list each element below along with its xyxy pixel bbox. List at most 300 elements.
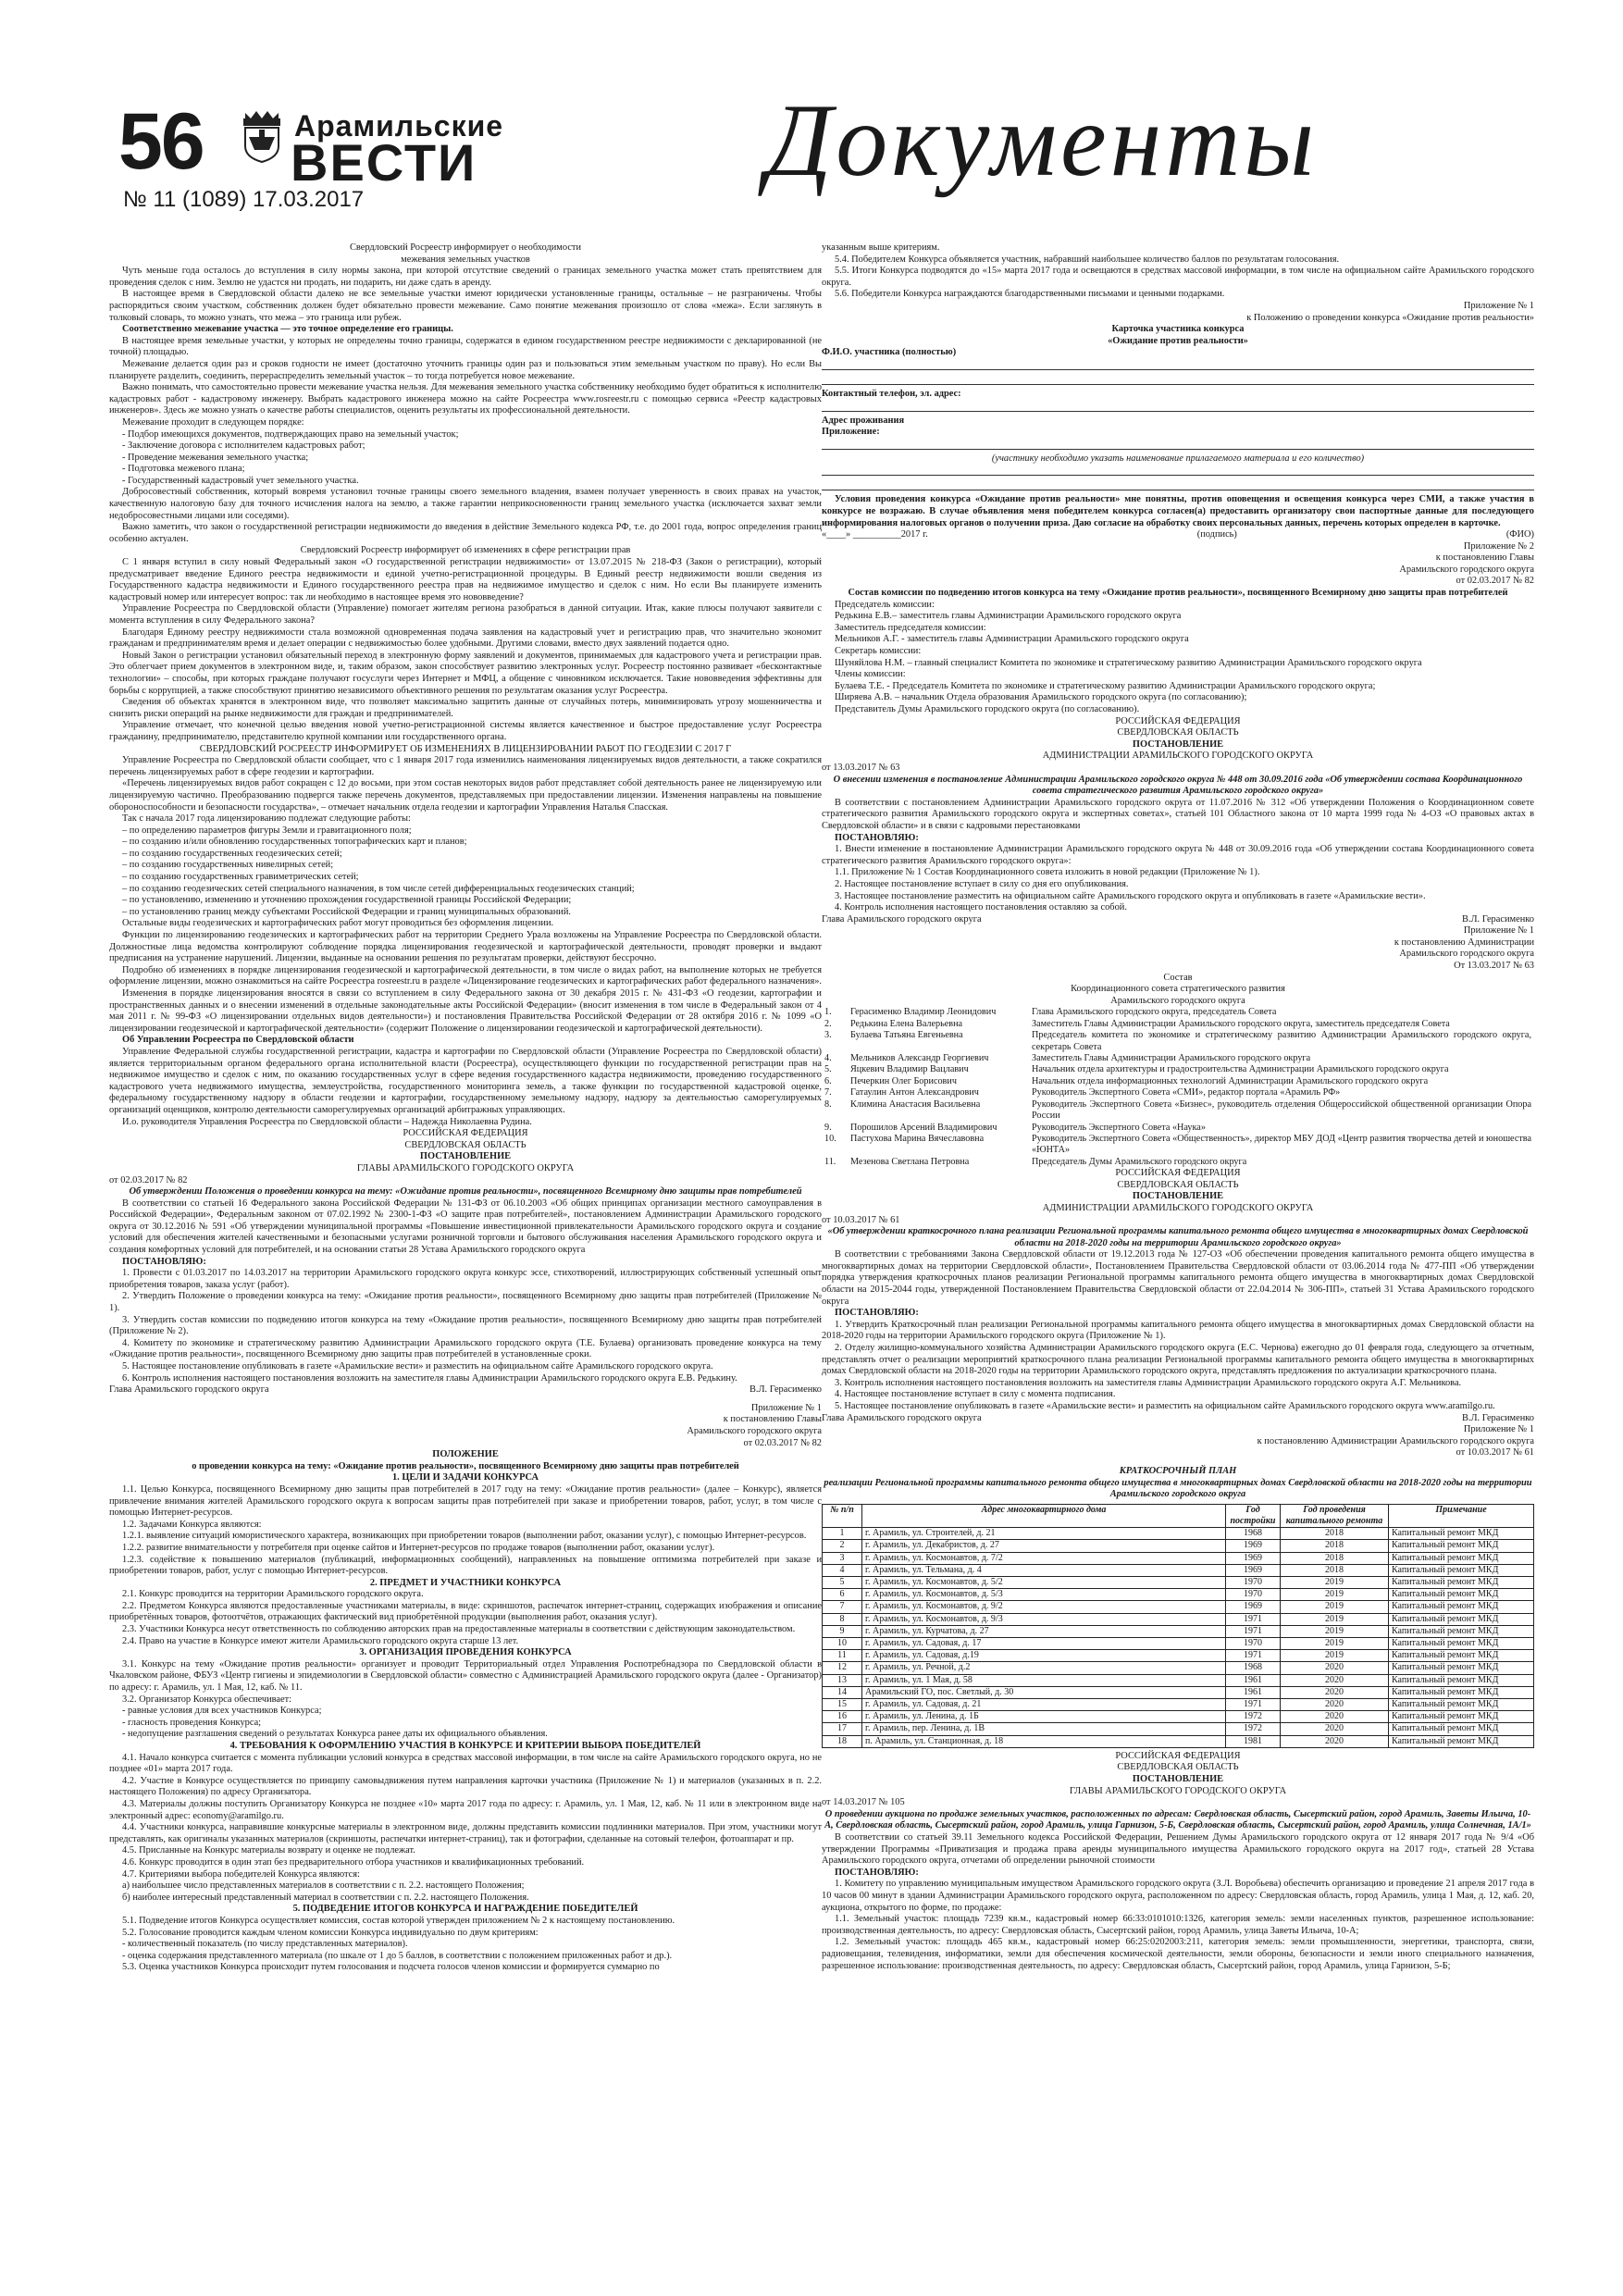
form-attach-label: Приложение:: [822, 427, 880, 438]
member-role: Заместитель Главы Администрации Арамильского городского округа, заместитель председателя Совета: [1032, 1018, 1450, 1029]
paragraph: Остальные виды геодезических и картографических работ могут проводиться без оформления лицензии.: [122, 918, 554, 929]
table-row: [823, 1528, 1534, 1540]
table-row: [822, 1157, 1534, 1168]
paragraph: 2.4. Право на участие в Конкурсе имеют жители Арамильского городского округа старше 13 лет.: [122, 1635, 519, 1646]
table-row: [823, 1637, 1534, 1649]
paragraph: Управление Федеральной службы государственной регистрации, кадастра и картографии по Свердловской области (Управление Росреестра по Свердловской области) является территориальным органом федерального органа исполнительной власти (Росреестра), осуществляющего функции по государственной регистрации прав на недвижимое имущество и сделок с ним, по оказанию государственных услуг в сфере ведения государственного кадастра недвижимости, проведению государственного кадастрового учета недвижимого имущества, землеустройства, государственного мониторинга земель, а также функции по государственной кадастровой оценке, федеральному государственному надзору в области геодезии и картографии, государственному земельному надзору, надзору за деятельностью саморегулируемых организаций оценщиков, контролю деятельности саморегулируемых организаций арбитражных управляющих.: [109, 1046, 822, 1115]
heading: реализации Региональной программы капитального ремонта общего имущества в многоквартирных домах Свердловской области на 2018-2020 годы на территории Арамильского городского округа: [824, 1477, 1532, 1500]
member-number: 7.: [824, 1087, 832, 1098]
form-attach-note: (участнику необходимо указать наименование прилагаемого материала и его количество): [991, 453, 1365, 464]
paragraph: 1.1. Приложение № 1 Состав Координационного совета изложить в новой редакции (Приложение № 1).: [835, 867, 1260, 878]
form-name-line-2: [822, 374, 1534, 385]
resolution-105: [822, 1751, 1534, 1972]
signature-line: [822, 529, 1534, 541]
paragraph: Так с начала 2017 года лицензированию подлежат следующие работы:: [122, 813, 411, 825]
table-cell: Капитальный ремонт МКД: [1389, 1674, 1534, 1686]
table-row: [823, 1674, 1534, 1686]
council-table: [822, 1007, 1534, 1168]
paragraph: - Заключение договора с исполнителем кадастровых работ;: [122, 441, 365, 452]
paragraph: 1.2.2. развитие внимательности у потребителя при оценке сайтов и Интернет-ресурсов по продаже товаров (выполнении работ, оказании услуг).: [122, 1542, 715, 1553]
paragraph: - недопущение разглашения сведений о результатах Конкурса ранее даты их официального объявления.: [122, 1729, 548, 1740]
table-cell: Капитальный ремонт МКД: [1389, 1637, 1534, 1649]
city-crest-icon: [242, 109, 282, 163]
table-cell: 12: [823, 1662, 862, 1674]
member-name: Мельников Александр Георгиевич: [850, 1053, 989, 1064]
paragraph: В соответствии со статьей 39.11 Земельного кодекса Российской Федерации, Решением Думы Арамильского городского округа от 12 января 2017 года № 9/4 «Об утверждении Программы «Приватизация и продажа права аренды муниципального имущества Арамильского городского округа на 2017 год», статьей 28 Устава Арамильского городского округа, отчетами об определении рыночной стоимости: [822, 1831, 1534, 1867]
paragraph: 3. Настоящее постановление разместить на официальном сайте Арамильского городского округа и опубликовать в газете «Арамильские вести».: [835, 890, 1426, 901]
table-cell: Капитальный ремонт МКД: [1389, 1589, 1534, 1601]
table-cell: г. Арамиль, ул. Речной, д.2: [862, 1662, 1226, 1674]
paragraph: 4.4. Участники конкурса, направившие конкурсные материалы в электронном виде, должны представить комиссии подлинники материалов. При этом, участники могут представлять, как оригиналы указанных материалов (скриншоты, распечатки интернет-страниц), так и фотографии, сделанные на сотовый телефон, фотоаппарат и пр.: [109, 1822, 822, 1844]
paragraph: РОССИЙСКАЯ ФЕДЕРАЦИЯ: [1115, 1750, 1241, 1761]
member-role: Руководитель Экспертного Совета «Наука»: [1032, 1122, 1206, 1133]
paragraph: ГЛАВЫ АРАМИЛЬСКОГО ГОРОДСКОГО ОКРУГА: [1069, 1785, 1287, 1796]
table-row: [823, 1686, 1534, 1698]
table-cell: г. Арамиль, ул. Ленина, д. 1Б: [862, 1711, 1226, 1723]
member-name: Редькина Елена Валерьевна: [850, 1018, 963, 1029]
member-name: Порошилов Арсений Владимирович: [850, 1122, 997, 1133]
table-cell: 2020: [1281, 1723, 1389, 1735]
paragraph: В соответствии со статьей 16 Федерального закона Российской Федерации № 131-ФЗ от 06.10.2003 «Об общих принципах организации местного самоуправления в Российской Федерации», Федеральным законом от 07.02.1992 № 2300-1-ФЗ «О защите прав потребителей», постановлением Администрации Арамильского городского округа от 30.12.2016 № 591 «Об утверждении муниципальной программы «Повышение инвестиционной привлекательности Арамильского городского округа и создание условий для обеспечения жителей качественными и безопасными услугами розничной торговли и бытового обслуживания населения Арамильского городского округа и создания комфортных условий для потребителей, и на основании статьи 28 Устава Арамильского городского округа: [109, 1198, 822, 1256]
member-number: 4.: [824, 1053, 832, 1064]
paragraph: Благодаря Единому реестру недвижимости стала возможной одновременная подача заявления на кадастровый учет и регистрацию прав, что значительно экономит гражданам и предпринимателям время и делает операции с недвижимостью более удобными. Другими словами, вместо двух заявлений подается одно.: [109, 627, 822, 650]
table-cell: г. Арамиль, ул. 1 Мая, д. 58: [862, 1674, 1226, 1686]
paragraph: Представитель Думы Арамильского городского округа (по согласованию).: [835, 704, 1140, 714]
paragraph: 2. Отделу жилищно-коммунального хозяйства Администрации Арамильского городского округа (Е.С. Чернова) ежегодно до 01 февраля года, следующего за отчетным, представлять отчет о реализации мероприятий краткосрочного плана реализации Региональной программы капитального ремонта общего имущества в многоквартирных домах Свердловской области на 2018-2020 годы на территории Арамильского городского округа, представлять предложения по актуализации краткосрочного плана.: [822, 1343, 1534, 1377]
paragraph: Свердловский Росреестр информирует об изменениях в сфере регистрации прав: [300, 545, 631, 556]
paragraph: «Перечень лицензируемых видов работ сокращен с 12 до восьми, при этом состав некоторых видов работ представляет собой деятельность ранее не лицензируемую или лицензируемую частично. Преобразованию подвергся также перечень документов, представляемых при предоставлении лицензии. Изменения направлены на повышение обороноспособности и безопасности государства», – отмечает начальник отдела геодезии и картографии Управления Наталья Спасская.: [109, 778, 822, 813]
paragraph: В настоящее время земельные участки, у которых не определены точно границы, содержатся в едином государственном реестре недвижимости с декларированной (не точной) площадью.: [109, 335, 822, 358]
sign-date: «____» __________2017 г.: [822, 529, 928, 540]
table-cell: 2020: [1281, 1686, 1389, 1698]
member-name: Пастухова Марина Вячеславовна: [850, 1133, 985, 1144]
paragraph: 5. Настоящее постановление опубликовать в газете «Арамильские вести» и разместить на официальном сайте Арамильского городского округа www.aramilgo.ru.: [835, 1401, 1495, 1411]
member-role: Начальник отдела архитектуры и градостроительства Администрации Арамильского городского округа: [1032, 1064, 1449, 1075]
paragraph: от 02.03.2017 № 82: [743, 1437, 822, 1448]
table-cell: 2019: [1281, 1625, 1389, 1637]
brand-top: Арамильские: [294, 109, 504, 143]
paragraph: Добросовестный собственник, который вовремя установил точные границы своего земельного владения, взамен получает уверенность в своих правах на участок, качественную налоговую базу для точного исчисления налога на землю, а также гарантии неприкосновенности границ земельного участка (исключается захват земли недобросовестными лицами или соседями).: [109, 487, 822, 521]
member-number: 8.: [824, 1098, 832, 1110]
table-cell: 1969: [1226, 1540, 1281, 1552]
paragraph: 1.1. Земельный участок: площадь 7239 кв.м., кадастровый номер 66:33:0101010:1326, категория земель: земли населенных пунктов, разрешенное использование: производственная деятельность, по адресу: Свердловская область, Сысертский район, город Арамиль, улица Заветы Ильича, 10-А;: [822, 1914, 1534, 1936]
paragraph: Шуняйлова Н.М. – главный специалист Комитета по экономике и стратегическому развитию Администрации Арамильского городского округа: [835, 657, 1422, 668]
table-row: [823, 1576, 1534, 1588]
table-cell: 2019: [1281, 1576, 1389, 1588]
paragraph: от 10.03.2017 № 61: [1456, 1447, 1534, 1458]
member-number: 5.: [824, 1064, 832, 1075]
table-cell: Капитальный ремонт МКД: [1389, 1625, 1534, 1637]
table-cell: Капитальный ремонт МКД: [1389, 1540, 1534, 1552]
paragraph: 1.1. Целью Конкурса, посвященного Всемирному дню защиты прав потребителей в 2017 году на тему: «Ожидание против реальности» (далее – Конкурс), является привлечение внимания жителей Арамильского городского округа к вопросам защиты прав потребителей при заказе и приобретении товаров, работ, услуг, в том числе с помощью Интернет-ресурсов.: [109, 1483, 822, 1519]
paragraph: – по созданию государственных гравиметрических сетей;: [122, 872, 359, 883]
paragraph: к постановлению Администрации Арамильского городского округа: [1257, 1435, 1534, 1446]
signature: [109, 1384, 822, 1396]
column-header: Год проведения капитального ремонта: [1281, 1504, 1389, 1527]
form-name-line: [822, 359, 1534, 370]
table-cell: Капитальный ремонт МКД: [1389, 1686, 1534, 1698]
paragraph: 4.2. Участие в Конкурсе осуществляется по принципу самовыдвижения путем направления карточки участника (Приложение № 1) и материалов (указанных в п. 2.2. настоящего Положения) по адресу Организатора.: [109, 1775, 822, 1798]
page-number: 56: [118, 97, 204, 186]
table-cell: 1971: [1226, 1625, 1281, 1637]
member-name: Мезенова Светлана Петровна: [850, 1156, 970, 1167]
table-cell: 1981: [1226, 1735, 1281, 1747]
table-row: [823, 1540, 1534, 1552]
heading: ПОСТАНОВЛЕНИЕ: [1132, 1191, 1224, 1202]
paragraph: АДМИНИСТРАЦИИ АРАМИЛЬСКОГО ГОРОДСКОГО ОКРУГА: [1042, 751, 1314, 762]
table-cell: 9: [823, 1625, 862, 1637]
paragraph: Арамильского городского округа: [1399, 564, 1534, 575]
member-name: Климина Анастасия Васильевна: [850, 1098, 981, 1110]
signature-name: В.Л. Герасименко: [1461, 1412, 1534, 1423]
paragraph: Об Управлении Росреестра по Свердловской области: [122, 1035, 354, 1046]
paragraph: - Государственный кадастровый учет земельного участка.: [122, 475, 359, 486]
table-row: [823, 1589, 1534, 1601]
table-cell: 1971: [1226, 1650, 1281, 1662]
table-cell: г. Арамиль, ул. Курчатова, д. 27: [862, 1625, 1226, 1637]
paragraph: - оценка содержания представленного материала (по шкале от 1 до 5 баллов, в соответствии с положением приложенных работ и др.).: [122, 1950, 673, 1961]
paragraph: от 14.03.2017 № 105: [822, 1797, 905, 1808]
table-cell: 1970: [1226, 1576, 1281, 1588]
table-row: [823, 1650, 1534, 1662]
paragraph: 4. Контроль исполнения настоящего постановления оставляю за собой.: [835, 902, 1127, 913]
paragraph: Булаева Т.Е. - Председатель Комитета по экономике и стратегическому развитию Администрации Арамильского городского округа;: [835, 680, 1376, 691]
table-cell: г. Арамиль, ул. Садовая, д. 17: [862, 1637, 1226, 1649]
paragraph: Приложение № 1: [1463, 300, 1534, 311]
table-cell: Капитальный ремонт МКД: [1389, 1528, 1534, 1540]
member-name: Гатаулин Антон Александрович: [850, 1087, 979, 1098]
member-number: 1.: [824, 1007, 832, 1018]
paragraph: Состав: [1163, 972, 1193, 983]
heading: 5. ПОДВЕДЕНИЕ ИТОГОВ КОНКУРСА И НАГРАЖДЕНИЕ ПОБЕДИТЕЛЕЙ: [292, 1904, 638, 1915]
column-header: № п/п: [823, 1504, 862, 1527]
paragraph: АДМИНИСТРАЦИИ АРАМИЛЬСКОГО ГОРОДСКОГО ОКРУГА: [1042, 1202, 1314, 1213]
paragraph: Приложение № 1: [1463, 1424, 1534, 1435]
table-cell: 1961: [1226, 1674, 1281, 1686]
paragraph: Арамильского городского округа: [1110, 995, 1245, 1006]
signature-name: В.Л. Герасименко: [1461, 913, 1534, 925]
table-cell: 18: [823, 1735, 862, 1747]
member-number: 11.: [824, 1156, 836, 1167]
paragraph: Функции по лицензированию геодезических и картографических работ на территории Среднего Урала возложены на Управление Росреестра по Свердловской области. Должностные лица ведомства контролируют соблюдение порядка лицензирования геодезической и картографической деятельности, проводят проверки и выдают предписания на устранение нарушений. Лицензии, выданные на основании решения по результатам проверки, действуют бессрочно.: [109, 930, 822, 964]
paragraph: ГЛАВЫ АРАМИЛЬСКОГО ГОРОДСКОГО ОКРУГА: [356, 1162, 575, 1173]
heading: ПОСТАНОВЛЕНИЕ: [1132, 738, 1224, 750]
sign-fio: (ФИО): [1505, 529, 1534, 540]
paragraph: 2. Настоящее постановление вступает в силу со дня его опубликования.: [835, 878, 1129, 889]
table-cell: 11: [823, 1650, 862, 1662]
paragraph: к постановлению Администрации: [1394, 937, 1534, 948]
table-cell: г. Арамиль, ул. Космонавтов, д. 9/2: [862, 1601, 1226, 1613]
paragraph: Важно понимать, что самостоятельно провести межевание участка нельзя. Для межевания земельного участка собственнику необходимо будет обратиться к исполнителю кадастровых работ - кадастровому инженеру. Выбрать кадастрового инженера можно на сайте Росреестра www.rosreestr.ru с помощью сервиса «Реестр кадастровых инженеров». Здесь же можно узнать о качестве работы специалистов, оценить результаты их профессиональной деятельности.: [109, 382, 822, 416]
paragraph: Межевание делается один раз и сроков годности не имеет (достаточно уточнить границы один раз и пользоваться этим земельным участком по праву). Но если Вы планируете разделить, соединить, перераспределить земельный участок – то тогда потребуется новое межевание.: [109, 358, 822, 381]
member-role: Глава Арамильского городского округа, председатель Совета: [1032, 1007, 1277, 1018]
table-row: [823, 1552, 1534, 1564]
table-cell: 1971: [1226, 1613, 1281, 1625]
spacer: [822, 1459, 1534, 1466]
paragraph: Заместитель председателя комиссии:: [835, 622, 986, 633]
paragraph: 1. Утвердить Краткосрочный план реализации Региональной программы капитального ремонта общего имущества в многоквартирных домах Свердловской области на 2018-2020 годы на территории Арамильского городского округа (Приложение № 1).: [822, 1319, 1534, 1342]
paragraph: Редькина Е.В.– заместитель главы Администрации Арамильского городского округа: [835, 611, 1182, 622]
table-header-row: [823, 1504, 1534, 1527]
member-number: 3.: [824, 1030, 832, 1041]
heading: ПОЛОЖЕНИЕ: [432, 1449, 499, 1460]
member-number: 9.: [824, 1122, 832, 1133]
table-row: [822, 1123, 1534, 1134]
paragraph: 5.4. Победителем Конкурса объявляется участник, набравший наибольшее количество баллов по результатам голосования.: [835, 254, 1340, 265]
heading: «Об утверждении краткосрочного плана реализации Региональной программы капитального ремонта общего имущества в многоквартирных домах Свердловской области на 2018-2020 годы на территории Арамильского городского округа»: [827, 1226, 1529, 1248]
table-row: [823, 1625, 1534, 1637]
paragraph: 5.6. Победители Конкурса награждаются благодарственными письмами и ценными подарками.: [835, 289, 1225, 300]
paragraph: - Подготовка межевого плана;: [122, 464, 245, 475]
paragraph: межевания земельных участков: [401, 254, 530, 265]
table-cell: Капитальный ремонт МКД: [1389, 1601, 1534, 1613]
table-cell: Арамильский ГО, пос. Светлый, д. 30: [862, 1686, 1226, 1698]
paragraph: Чуть меньше года осталось до вступления в силу нормы закона, при которой отсутствие сведений о границах земельного участка может стать препятствием для проведения сделок с ним. Землю не удастся ни продать, ни подарить, ни даже сдать в аренду.: [109, 266, 822, 288]
paragraph: 5. Настоящее постановление опубликовать в газете «Арамильские вести» и разместить на официальном сайте Арамильского городского округа.: [122, 1361, 713, 1371]
table-cell: г. Арамиль, ул. Садовая, д.19: [862, 1650, 1226, 1662]
table-cell: 2019: [1281, 1589, 1389, 1601]
table-cell: 2019: [1281, 1650, 1389, 1662]
paragraph: 1.2. Задачами Конкурса являются:: [122, 1519, 262, 1530]
paragraph: Члены комиссии:: [835, 669, 906, 680]
paragraph: – по созданию и/или обновлению государственных топографических карт и планов;: [122, 837, 467, 848]
heading: Состав комиссии по подведению итогов конкурса на тему «Ожидание против реальности», посвященного Всемирному дню защиты прав потребителей: [848, 588, 1508, 599]
table-cell: г. Арамиль, пер. Ленина, д. 1В: [862, 1723, 1226, 1735]
paragraph: 2.2. Предметом Конкурса являются предоставленные участниками материалы, в виде: скриншотов, распечаток интернет-страниц, содержащих изображения и описание приобретённых товаров, фотоотчётов, отражающих фактический вид приобретённой продукции (выполнения работ, оказания услуг).: [109, 1600, 822, 1623]
signature: [822, 1413, 1534, 1425]
paragraph: 1.2. Земельный участок: площадь 465 кв.м., кадастровый номер 66:25:0202003:211, категория земель: земли промышленности, энергетики, транспорта, связи, радиовещания, телевидения, информатики, земли для обеспечения космической деятельности, земли обороны, безопасности и земли иного специального назначения, разрешенное использование: производственная деятельность, по адресу: Свердловская область, Сысертский район, город Арамиль, улица Гарнизон, 5-Б;: [822, 1937, 1534, 1971]
brand-main: ВЕСТИ: [291, 133, 477, 192]
paragraph: 3. Контроль исполнения настоящего постановления возложить на заместителя главы Администрации Арамильского городского округа А.Г. Мельникова.: [835, 1377, 1462, 1388]
table-cell: 1972: [1226, 1723, 1281, 1735]
table-row: [822, 1064, 1534, 1075]
section-title: Документы: [766, 83, 1319, 198]
table-cell: 2018: [1281, 1540, 1389, 1552]
table-cell: 14: [823, 1686, 862, 1698]
participant-card-form: [822, 347, 1534, 490]
form-phone-line: [822, 401, 1534, 412]
paragraph: Новый Закон о регистрации установил обязательный переход в электронную форму заявлений и документов, принимаемых для кадастрового учета и регистрации прав. Это облегчает прием документов в электронном виде, и, таким образом, закон способствует развитию электронных услуг. Росреестр постоянно развивает «бесконтактные технологии» – способы, при которых граждане получают госуслуги через Интернет и МФЦ, а общение с чиновником исключается. Такие нововведения эффективны для борьбы с коррупцией, а также способствуют принятию независимого объективного решения по результатам оказания услуг Росреестра.: [109, 650, 822, 696]
table-cell: 1970: [1226, 1637, 1281, 1649]
paragraph: СВЕРДЛОВСКАЯ ОБЛАСТЬ: [1117, 1179, 1239, 1190]
paragraph: - равные условия для всех участников Конкурса;: [122, 1706, 322, 1717]
paragraph: 4.6. Конкурс проводится в один этап без предварительного отбора участников и квалификационных требований.: [122, 1856, 585, 1868]
signature-title: Глава Арамильского городского округа: [822, 913, 982, 925]
paragraph: Важно заметить, что закон о государственной регистрации недвижимости до введения в действие Земельного кодекса РФ, т.е. до 2001 года, вопрос определения границ особенно актуален.: [109, 522, 822, 544]
paragraph: Сведения об объектах хранятся в электронном виде, что позволяет максимально защитить данные от случайных потерь, минимизировать угрозу мошенничества и снизить риски операций на рынке недвижимости для граждан и предпринимателей.: [109, 697, 822, 719]
table-row: [823, 1699, 1534, 1711]
table-cell: 1969: [1226, 1601, 1281, 1613]
table-cell: Капитальный ремонт МКД: [1389, 1576, 1534, 1588]
issue-number: № 11 (1089) 17.03.2017: [123, 187, 365, 212]
table-cell: 4: [823, 1564, 862, 1576]
signature: [822, 914, 1534, 926]
table-cell: г. Арамиль, ул. Строителей, д. 21: [862, 1528, 1226, 1540]
paragraph: 2.1. Конкурс проводится на территории Арамильского городского округа.: [122, 1589, 424, 1600]
table-cell: г. Арамиль, ул. Декабристов, д. 27: [862, 1540, 1226, 1552]
paragraph: Управление отмечает, что конечной целью введения новой учетно-регистрационной системы является качественное и быстрое предоставление услуг Росреестра гражданину, предпринимателю, представителю крупной компании или государственного органа.: [109, 720, 822, 742]
table-cell: 6: [823, 1589, 862, 1601]
table-cell: Капитальный ремонт МКД: [1389, 1650, 1534, 1662]
table-cell: п. Арамиль, ул. Станционная, д. 18: [862, 1735, 1226, 1747]
paragraph: Арамильского городского округа: [1399, 949, 1534, 960]
heading: ПОСТАНОВЛЕНИЕ: [1132, 1774, 1224, 1784]
paragraph: В настоящее время в Свердловской области далеко не все земельные участки имеют юридически установленные границы, остальные – не разграничены. Чтобы распорядиться своим участком, собственник должен будет обязательно провести межевание. Само понятие межевания произошло от слова «межа». Если заглянуть в толковый словарь, то можно узнать, что межа – это граница или рубеж.: [109, 289, 822, 323]
column-header: Примечание: [1389, 1504, 1534, 1527]
masthead: [118, 83, 1506, 222]
form-extra-line: [822, 465, 1534, 476]
member-role: Руководитель Экспертного Совета «Бизнес», руководитель отделения Общероссийской общественной организации Опора России: [1032, 1098, 1531, 1122]
heading: Об утверждении Положения о проведении конкурса на тему: «Ожидание против реальности», посвященного Всемирному дню защиты прав потребителей: [129, 1186, 802, 1198]
paragraph: Свердловский Росреестр информирует о необходимости: [349, 242, 582, 253]
table-cell: 17: [823, 1723, 862, 1735]
table-cell: Капитальный ремонт МКД: [1389, 1723, 1534, 1735]
form-address-label: Адрес проживания: [822, 415, 905, 426]
table-cell: 1961: [1226, 1686, 1281, 1698]
paragraph: от 10.03.2017 № 61: [822, 1214, 900, 1225]
table-cell: г. Арамиль, ул. Космонавтов, д. 5/2: [862, 1576, 1226, 1588]
table-cell: 2: [823, 1540, 862, 1552]
paragraph: 4.3. Материалы должны поступить Организатору Конкурса не позднее «10» марта 2017 года по адресу: г. Арамиль, ул. 1 Мая, 12, каб. № 11 или в электронном виде на электронный адрес: economy@aramilgo.ru.: [109, 1798, 822, 1821]
paragraph: ПОСТАНОВЛЯЮ:: [122, 1256, 206, 1267]
member-role: Заместитель Главы Администрации Арамильского городского округа: [1032, 1053, 1311, 1064]
paragraph: Изменения в порядке лицензирования вносятся в связи со вступлением в силу Федерального закона от 30 декабря 2015 г. № 431-ФЗ «О геодезии, картографии и пространственных данных и о внесении изменений в отдельные законодательные акты Российской Федерации» (вносит изменения в том числе в Федеральный закон от 4 мая 2011 г. № 99-ФЗ «О лицензировании отдельных видов деятельности») и постановления Правительства Российской Федерации от 28 октября 2016 г. № 1099 «О лицензировании геодезической и картографической деятельности» (содержит Положение о лицензировании геодезической и картографической деятельности).: [109, 988, 822, 1034]
member-name: Булаева Татьяна Евгеньевна: [850, 1030, 963, 1041]
table-row: [823, 1711, 1534, 1723]
table-row: [822, 1134, 1534, 1157]
paragraph: 1. Внести изменение в постановление Администрации Арамильского городского округа № 448 от 30.09.2016 года «Об утверждении состава Координационного совета стратегического развития Арамильского городского округа»:: [822, 844, 1534, 866]
paragraph: – по установлению границ между субъектами Российской Федерации и границ муниципальных образований.: [122, 906, 572, 917]
form-phone-label: Контактный телефон, эл. адрес:: [822, 388, 961, 399]
form-name-label: Ф.И.О. участника (полностью): [822, 347, 957, 358]
table-row: [822, 1053, 1534, 1064]
paragraph: – по созданию государственных геодезических сетей;: [122, 848, 342, 859]
paragraph: В соответствии с требованиями Закона Свердловской области от 19.12.2013 года № 127-ОЗ «Об обеспечении проведения капитального ремонта общего имущества в многоквартирных домах на территории Свердловской области», Постановлением Правительства Свердловской области от 03.06.2014 года № 477-ПП «Об утверждении порядка утверждения краткосрочных планов реализации Региональной программы капитального ремонта общего имущества в многоквартирных домах Свердловской области на 2015-2044 годы, утвержденной Постановлением Правительства Свердловской области от 22.04.2014 № 306-ПП», статьей 31 Устава Арамильского городского округа: [822, 1249, 1534, 1307]
table-cell: Капитальный ремонт МКД: [1389, 1552, 1534, 1564]
member-number: 6.: [824, 1075, 832, 1086]
signature-name: В.Л. Герасименко: [749, 1384, 822, 1396]
paragraph: 4. Комитету по экономике и стратегическому развитию Администрации Арамильского городского округа (Т.Е. Булаева) организовать проведение конкурса на тему «Ожидание против реальности», посвященного Всемирному дню защиты прав потребителей в установленные сроки.: [109, 1337, 822, 1360]
table-row: [822, 1030, 1534, 1053]
table-cell: 8: [823, 1613, 862, 1625]
heading: КРАТКОСРОЧНЫЙ ПЛАН: [1119, 1465, 1237, 1476]
heading: 2. ПРЕДМЕТ И УЧАСТНИКИ КОНКУРСА: [369, 1577, 562, 1588]
paragraph: СВЕРДЛОВСКАЯ ОБЛАСТЬ: [1117, 727, 1239, 738]
paragraph: Координационного совета стратегического развития: [1071, 984, 1285, 995]
paragraph: 3. Утвердить состав комиссии по подведению итогов конкурса на тему «Ожидание против реальности», посвященного Всемирному дню защиты прав потребителей (Приложение № 2).: [109, 1314, 822, 1337]
table-row: [822, 1019, 1534, 1030]
repair-plan-table: [822, 1504, 1534, 1748]
paragraph: 1. Провести с 01.03.2017 по 14.03.2017 на территории Арамильского городского округа конкурс эссе, стихотворений, иллюстрирующих собственный успешный опыт приобретения товаров, заказа услуг (работ).: [109, 1268, 822, 1290]
table-cell: 2019: [1281, 1613, 1389, 1625]
table-cell: 2020: [1281, 1674, 1389, 1686]
paragraph: к постановлению Главы: [723, 1414, 822, 1425]
column-header: Адрес многоквартирного дома: [862, 1504, 1226, 1527]
table-cell: Капитальный ремонт МКД: [1389, 1613, 1534, 1625]
consent-text: [822, 494, 1534, 529]
table-cell: 1969: [1226, 1552, 1281, 1564]
table-cell: г. Арамиль, ул. Садовая, д. 21: [862, 1699, 1226, 1711]
table-row: [823, 1662, 1534, 1674]
table-cell: 16: [823, 1711, 862, 1723]
table-row: [823, 1723, 1534, 1735]
paragraph: 3.2. Организатор Конкурса обеспечивает:: [122, 1694, 292, 1705]
table-cell: 2019: [1281, 1601, 1389, 1613]
paragraph: Приложение № 1: [750, 1402, 822, 1413]
paragraph: - Проведение межевания земельного участка;: [122, 452, 309, 463]
heading: 4. ТРЕБОВАНИЯ К ОФОРМЛЕНИЮ УЧАСТИЯ В КОНКУРСЕ И КРИТЕРИИ ВЫБОРА ПОБЕДИТЕЛЕЙ: [229, 1741, 701, 1751]
paragraph: Мельников А.Г. - заместитель главы Администрации Арамильского городского округа: [835, 634, 1189, 645]
paragraph: 1.2.1. выявление ситуаций юмористического характера, возникающих при приобретении товаров (выполнении работ, оказании услуг), с помощью Интернет-ресурсов.: [122, 1531, 807, 1542]
table-cell: Капитальный ремонт МКД: [1389, 1735, 1534, 1747]
paragraph: СВЕРДЛОВСКАЯ ОБЛАСТЬ: [1117, 1762, 1239, 1773]
table-cell: 5: [823, 1576, 862, 1588]
heading: 1. ЦЕЛИ И ЗАДАЧИ КОНКУРСА: [391, 1472, 539, 1483]
table-cell: г. Арамиль, ул. Космонавтов, д. 5/3: [862, 1589, 1226, 1601]
member-name: Печеркин Олег Борисович: [850, 1075, 957, 1086]
paragraph: – по созданию геодезических сетей специального назначения, в том числе сетей дифференциальных геодезических станций;: [122, 883, 635, 894]
paragraph: ПОСТАНОВЛЯЮ:: [835, 1308, 919, 1319]
paragraph: Соответственно межевание участка — это точное определение его границы.: [122, 324, 453, 335]
heading: «Ожидание против реальности»: [1108, 335, 1248, 346]
signature-title: Глава Арамильского городского округа: [109, 1384, 269, 1396]
table-cell: 2019: [1281, 1637, 1389, 1649]
table-cell: 15: [823, 1699, 862, 1711]
paragraph: Управление Росреестра по Свердловской области сообщает, что с 1 января 2017 года изменились наименования лицензируемых видов деятельности, а также сократился перечень лицензируемых работ в сфере геодезии и картографии.: [109, 755, 822, 777]
member-role: Руководитель Экспертного Совета «СМИ», редактор портала «Арамиль РФ»: [1032, 1087, 1341, 1098]
table-cell: 1968: [1226, 1662, 1281, 1674]
table-cell: 1972: [1226, 1711, 1281, 1723]
paragraph: – по определению параметров фигуры Земли и гравитационного поля;: [122, 825, 412, 836]
table-row: [822, 1099, 1534, 1123]
table-row: [822, 1087, 1534, 1098]
paragraph: 1. Комитету по управлению муниципальным имуществом Арамильского городского округа (З.Л. Воробьева) обеспечить организацию и проведение 21 апреля 2017 года в 10 часов 00 минут в здании Администрации Арамильского городского округа, расположенном по адресу: Свердловская область, город Арамиль, улица 1 Мая, д. 12, каб. 20, аукциона, открытого по форме, по продаже:: [822, 1879, 1534, 1913]
table-cell: г. Арамиль, ул. Космонавтов, д. 9/3: [862, 1613, 1226, 1625]
table-cell: 7: [823, 1601, 862, 1613]
paragraph: 4.7. Критериями выбора победителей Конкурса являются:: [122, 1868, 360, 1880]
table-row: [823, 1735, 1534, 1747]
table-cell: г. Арамиль, ул. Космонавтов, д. 7/2: [862, 1552, 1226, 1564]
right-column: [822, 242, 1534, 2269]
paragraph: указанным выше критериям.: [822, 242, 940, 253]
paragraph: - гласность проведения Конкурса;: [122, 1717, 262, 1728]
paragraph: - количественный показатель (по числу представленных материалов).: [122, 1939, 408, 1950]
paragraph: Подробно об изменениях в порядке лицензирования геодезической и картографической деятельности, в том числе о видах работ, на выполнение которых не требуется оформление лицензии, можно ознакомиться на сайте Росреестра rosreestr.ru в разделе «Лицензирование геодезических и картографических работ федерального назначения».: [109, 964, 822, 987]
table-cell: Капитальный ремонт МКД: [1389, 1564, 1534, 1576]
table-cell: 2020: [1281, 1699, 1389, 1711]
paragraph: РОССИЙСКАЯ ФЕДЕРАЦИЯ: [1115, 715, 1241, 726]
paragraph: 1.2.3. содействие к повышению материалов (публикаций, информационных сообщений), направленных на повышение оптимизма потребителей при заказе и приобретении товаров, работ, услуг с помощью Интернет-ресурсов.: [109, 1554, 822, 1577]
paragraph: – по созданию государственных нивелирных сетей;: [122, 860, 334, 871]
member-name: Яцкевич Владимир Вацлавич: [850, 1064, 969, 1075]
paragraph: ПОСТАНОВЛЯЮ:: [835, 832, 919, 843]
paragraph: ПОСТАНОВЛЯЮ:: [835, 1867, 919, 1878]
paragraph: И.о. руководителя Управления Росреестра по Свердловской области – Надежда Николаевна Рудина.: [122, 1116, 532, 1127]
paragraph: СВЕРДЛОВСКАЯ ОБЛАСТЬ: [404, 1139, 527, 1150]
paragraph: Приложение № 1: [1463, 925, 1534, 937]
table-row: [823, 1601, 1534, 1613]
paragraph: - Подбор имеющихся документов, подтверждающих право на земельный участок;: [122, 428, 459, 440]
paragraph: Приложение № 2: [1463, 540, 1534, 552]
table-cell: 3: [823, 1552, 862, 1564]
spacer: [109, 1396, 822, 1403]
paragraph: 2. Утвердить Положение о проведении конкурса на тему: «Ожидание против реальности», посвященного Всемирному дню защиты прав потребителей (Приложение № 1).: [109, 1291, 822, 1314]
paragraph: 5.2. Голосование проводится каждым членом комиссии Конкурса индивидуально по двум критериям:: [122, 1927, 539, 1938]
table-cell: 2020: [1281, 1662, 1389, 1674]
heading: о проведении конкурса на тему: «Ожидание против реальности», посвященного Всемирному дню защиты прав потребителей: [192, 1460, 739, 1471]
member-name: Герасименко Владимир Леонидович: [850, 1007, 997, 1018]
paragraph: б) наиболее интересный представленный материал в соответствии с п. 2.2. настоящего Положения.: [122, 1892, 529, 1903]
